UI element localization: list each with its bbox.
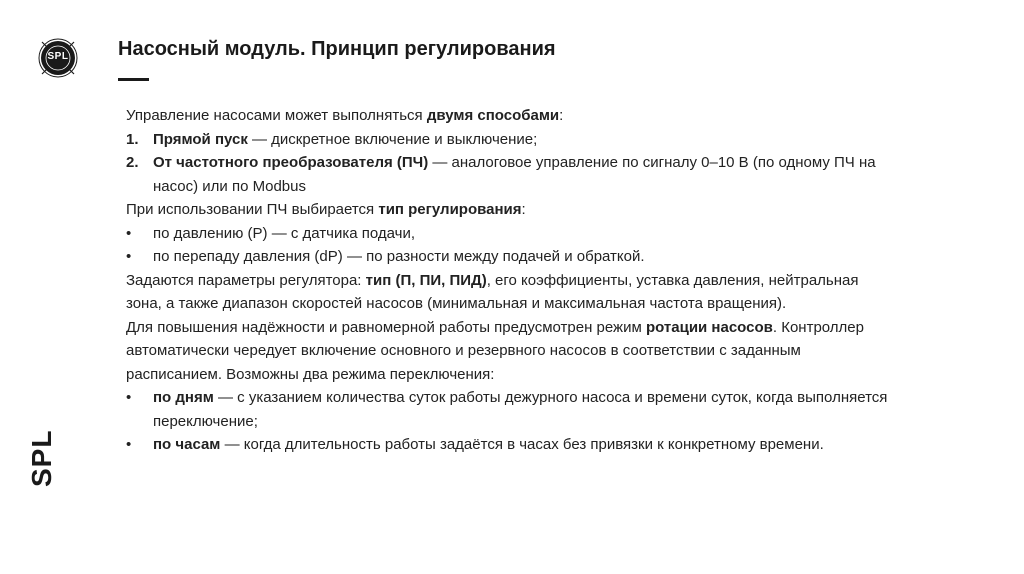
page-title: Насосный модуль. Принцип регулирования	[118, 38, 556, 60]
rotation-line: Для повышения надёжности и равномерной работы предусмотрен режим ротации насосов. Контроллер	[126, 318, 864, 336]
rotation-line-3: расписанием. Возможны два режима переключения:	[126, 365, 495, 383]
logo-text: SPL	[47, 51, 69, 62]
method-item: 2. От частотного преобразователя (ПЧ) — аналоговое управление по сигналу 0–10 В (по одному ПЧ на	[126, 154, 876, 171]
slide-body	[126, 104, 1006, 457]
params-line: Задаются параметры регулятора: тип (П, ПИ, ПИД), его коэффициенты, уставка давления, нейтральная	[126, 271, 859, 289]
method-item: 1. Прямой пуск — дискретное включение и выключение;	[126, 130, 538, 148]
pch-intro-line: При использовании ПЧ выбирается тип регулирования:	[126, 201, 526, 218]
intro-line: Управление насосами может выполняться двумя способами:	[126, 107, 564, 124]
rotation-line-2: автоматически чередует включение основного и резервного насосов в соответствии с заданным	[126, 342, 801, 359]
regulation-type-item: • по перепаду давления (dP) — по разности между подачей и обраткой.	[126, 248, 645, 265]
switch-mode-continuation: переключение;	[153, 412, 258, 430]
regulation-type-item: • по давлению (P) — с датчика подачи,	[126, 224, 416, 242]
switch-mode-item: • по дням — с указанием количества суток работы дежурного насоса и времени суток, когда выполняется	[126, 389, 888, 406]
switch-mode-item: • по часам — когда длительность работы задаётся в часах без привязки к конкретному времени.	[126, 436, 824, 453]
params-line-2: зона, а также диапазон скоростей насосов (минимальная и максимальная частота вращения).	[126, 295, 787, 312]
side-brand-label: SPL	[26, 429, 57, 487]
method-continuation: насос) или по Modbus	[153, 177, 306, 195]
title-underline	[118, 78, 149, 81]
